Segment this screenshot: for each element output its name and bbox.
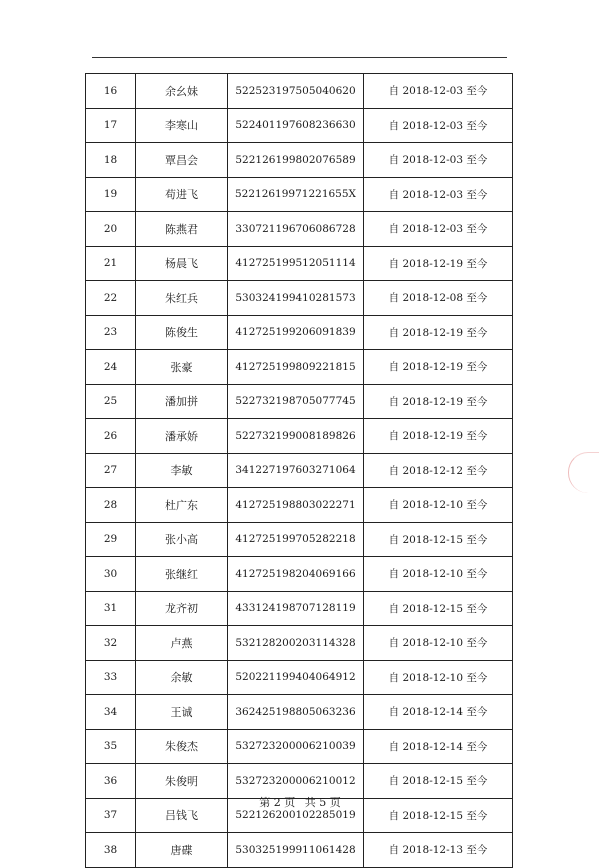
id-number: 362425198805063236 <box>228 695 364 730</box>
table-row <box>86 695 513 730</box>
person-name: 陈燕君 <box>136 212 228 247</box>
person-name: 张豪 <box>136 350 228 385</box>
start-date: 自 2018-12-19 至今 <box>364 384 513 419</box>
table-row <box>86 660 513 695</box>
start-date: 自 2018-12-19 至今 <box>364 419 513 454</box>
start-date: 自 2018-12-15 至今 <box>364 764 513 799</box>
start-date: 自 2018-12-03 至今 <box>364 74 513 109</box>
row-number: 25 <box>86 384 136 419</box>
person-name: 李寒山 <box>136 108 228 143</box>
row-number: 28 <box>86 488 136 523</box>
id-number: 341227197603271064 <box>228 453 364 488</box>
table-row <box>86 626 513 661</box>
row-number: 19 <box>86 177 136 212</box>
table-row <box>86 488 513 523</box>
id-number: 522732199008189826 <box>228 419 364 454</box>
id-number: 330721196706086728 <box>228 212 364 247</box>
start-date: 自 2018-12-19 至今 <box>364 315 513 350</box>
start-date: 自 2018-12-15 至今 <box>364 522 513 557</box>
table-row <box>86 591 513 626</box>
page-total: 共 5 页 <box>304 796 341 809</box>
person-name: 陈俊生 <box>136 315 228 350</box>
person-name: 李敏 <box>136 453 228 488</box>
table-row <box>86 729 513 764</box>
person-name: 王诚 <box>136 695 228 730</box>
start-date: 自 2018-12-15 至今 <box>364 591 513 626</box>
roster-body <box>86 74 513 868</box>
row-number: 29 <box>86 522 136 557</box>
header-rule <box>92 57 507 58</box>
person-name: 朱俊明 <box>136 764 228 799</box>
row-number: 24 <box>86 350 136 385</box>
person-name: 张小高 <box>136 522 228 557</box>
table-row <box>86 833 513 868</box>
id-number: 522126199802076589 <box>228 143 364 178</box>
row-number: 36 <box>86 764 136 799</box>
row-number: 32 <box>86 626 136 661</box>
id-number: 52212619971221655X <box>228 177 364 212</box>
id-number: 530324199410281573 <box>228 281 364 316</box>
table-row <box>86 522 513 557</box>
id-number: 532723200006210012 <box>228 764 364 799</box>
table-row <box>86 246 513 281</box>
start-date: 自 2018-12-15 至今 <box>364 798 513 833</box>
id-number: 412725198204069166 <box>228 557 364 592</box>
start-date: 自 2018-12-10 至今 <box>364 557 513 592</box>
row-number: 22 <box>86 281 136 316</box>
id-number: 412725199206091839 <box>228 315 364 350</box>
person-name: 吕钱飞 <box>136 798 228 833</box>
row-number: 33 <box>86 660 136 695</box>
person-name: 朱红兵 <box>136 281 228 316</box>
person-name: 覃昌会 <box>136 143 228 178</box>
person-name: 朱俊杰 <box>136 729 228 764</box>
roster-table <box>85 73 513 868</box>
id-number: 412725199705282218 <box>228 522 364 557</box>
row-number: 38 <box>86 833 136 868</box>
table-row <box>86 143 513 178</box>
person-name: 张继红 <box>136 557 228 592</box>
id-number: 530325199911061428 <box>228 833 364 868</box>
start-date: 自 2018-12-08 至今 <box>364 281 513 316</box>
id-number: 532128200203114328 <box>228 626 364 661</box>
red-seal-fragment <box>568 452 599 493</box>
id-number: 412725198803022271 <box>228 488 364 523</box>
person-name: 余幺妹 <box>136 74 228 109</box>
table-row <box>86 384 513 419</box>
table-row <box>86 74 513 109</box>
id-number: 433124198707128119 <box>228 591 364 626</box>
table-row <box>86 350 513 385</box>
id-number: 520221199404064912 <box>228 660 364 695</box>
row-number: 16 <box>86 74 136 109</box>
table-row <box>86 764 513 799</box>
row-number: 30 <box>86 557 136 592</box>
start-date: 自 2018-12-19 至今 <box>364 350 513 385</box>
start-date: 自 2018-12-03 至今 <box>364 143 513 178</box>
row-number: 21 <box>86 246 136 281</box>
person-name: 余敏 <box>136 660 228 695</box>
start-date: 自 2018-12-10 至今 <box>364 660 513 695</box>
start-date: 自 2018-12-14 至今 <box>364 695 513 730</box>
person-name: 唐碟 <box>136 833 228 868</box>
person-name: 杨晨飞 <box>136 246 228 281</box>
start-date: 自 2018-12-03 至今 <box>364 177 513 212</box>
id-number: 522401197608236630 <box>228 108 364 143</box>
id-number: 532723200006210039 <box>228 729 364 764</box>
start-date: 自 2018-12-10 至今 <box>364 488 513 523</box>
table-row <box>86 315 513 350</box>
id-number: 412725199512051114 <box>228 246 364 281</box>
table-row <box>86 281 513 316</box>
row-number: 18 <box>86 143 136 178</box>
start-date: 自 2018-12-14 至今 <box>364 729 513 764</box>
start-date: 自 2018-12-03 至今 <box>364 212 513 247</box>
person-name: 卢燕 <box>136 626 228 661</box>
id-number: 522732198705077745 <box>228 384 364 419</box>
start-date: 自 2018-12-13 至今 <box>364 833 513 868</box>
id-number: 522523197505040620 <box>228 74 364 109</box>
row-number: 37 <box>86 798 136 833</box>
row-number: 35 <box>86 729 136 764</box>
start-date: 自 2018-12-10 至今 <box>364 626 513 661</box>
start-date: 自 2018-12-19 至今 <box>364 246 513 281</box>
page-footer <box>0 794 600 810</box>
row-number: 23 <box>86 315 136 350</box>
table-row <box>86 419 513 454</box>
person-name: 龙齐初 <box>136 591 228 626</box>
row-number: 27 <box>86 453 136 488</box>
id-number: 412725199809221815 <box>228 350 364 385</box>
id-number: 522126200102285019 <box>228 798 364 833</box>
row-number: 34 <box>86 695 136 730</box>
row-number: 31 <box>86 591 136 626</box>
table-row <box>86 212 513 247</box>
row-number: 20 <box>86 212 136 247</box>
start-date: 自 2018-12-12 至今 <box>364 453 513 488</box>
start-date: 自 2018-12-03 至今 <box>364 108 513 143</box>
table-row <box>86 177 513 212</box>
row-number: 26 <box>86 419 136 454</box>
table-row <box>86 108 513 143</box>
person-name: 杜广东 <box>136 488 228 523</box>
row-number: 17 <box>86 108 136 143</box>
person-name: 潘承娇 <box>136 419 228 454</box>
person-name: 苟进飞 <box>136 177 228 212</box>
page-number: 第 2 页 <box>259 796 296 809</box>
person-name: 潘加拼 <box>136 384 228 419</box>
table-row <box>86 453 513 488</box>
table-row <box>86 557 513 592</box>
